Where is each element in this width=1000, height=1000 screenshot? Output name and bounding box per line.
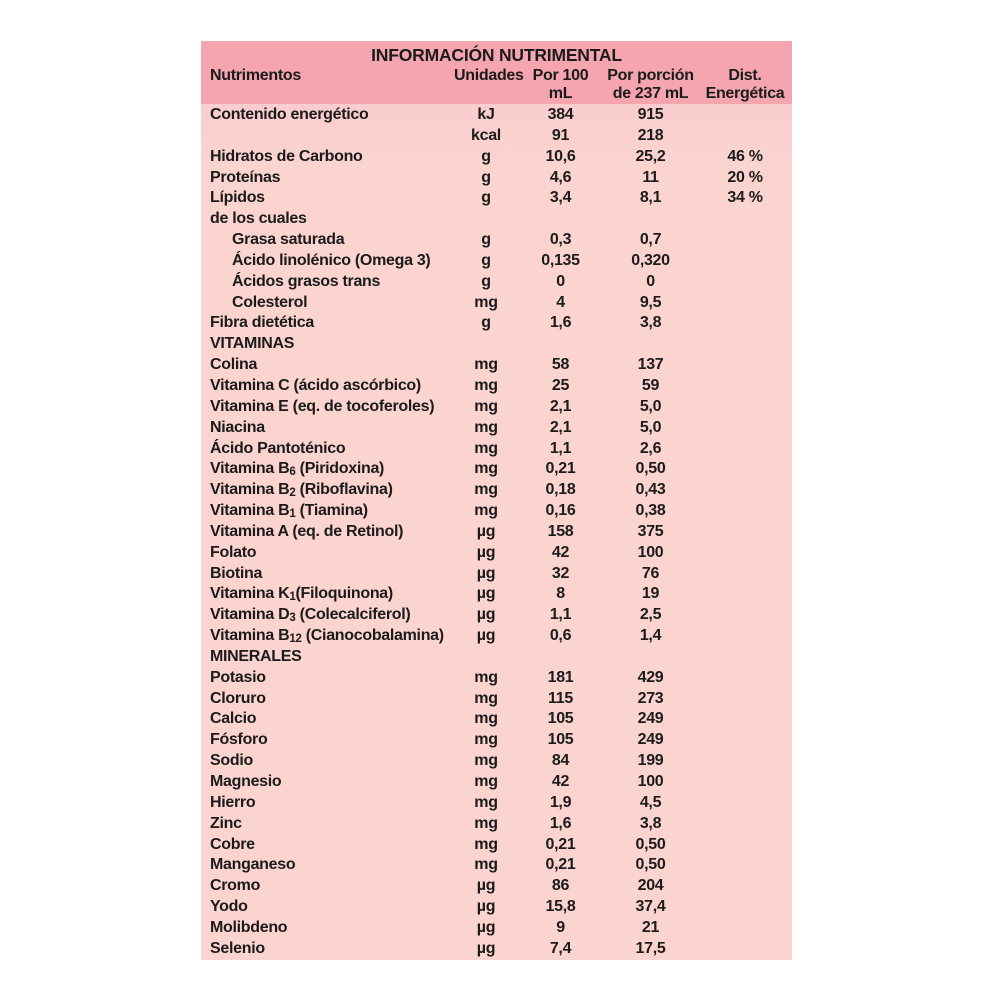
per237-cell: 2,5 <box>639 606 662 624</box>
nutrient-name: Biotina <box>210 564 263 582</box>
per100-cell <box>518 647 603 668</box>
per100-cell: 2,1 <box>549 397 572 415</box>
per237-cell: 199 <box>637 752 664 770</box>
table-row <box>201 230 792 251</box>
per237-cell: 25,2 <box>635 147 666 165</box>
nutrient-name: Vitamina E (eq. de tocoferoles) <box>210 397 435 415</box>
dist-cell <box>698 334 792 355</box>
dist-cell <box>698 501 792 522</box>
table-row <box>201 334 792 355</box>
nutrient-name: VITAMINAS <box>210 335 295 353</box>
dist-cell <box>698 730 792 751</box>
unit-cell: mg <box>474 376 498 394</box>
nutrient-name: Contenido energético <box>210 106 369 123</box>
per237-cell: 137 <box>637 356 664 374</box>
unit-cell: mg <box>474 460 498 478</box>
per237-cell: 19 <box>641 585 660 603</box>
per237-cell: 11 <box>642 168 659 186</box>
unit-cell: mg <box>474 293 498 311</box>
unit-cell: mg <box>474 793 498 811</box>
table-row <box>201 543 792 564</box>
unit-cell: mg <box>474 502 498 520</box>
nutrient-name: Vitamina C (ácido ascórbico) <box>210 376 421 394</box>
nutrient-name: Niacina <box>210 418 265 436</box>
nutrient-name: Ácido linolénico (Omega 3) <box>232 251 431 269</box>
dist-cell <box>698 543 792 564</box>
dist-cell <box>698 605 792 626</box>
per100-cell: 2,1 <box>549 418 572 436</box>
per237-cell: 9,5 <box>639 293 662 311</box>
per100-cell: 58 <box>551 356 570 374</box>
unit-cell: mg <box>474 710 498 728</box>
table-row <box>201 772 792 793</box>
dist-cell <box>698 126 792 147</box>
dist-cell <box>698 668 792 689</box>
nutrient-name: Proteínas <box>210 168 281 186</box>
dist-cell <box>698 230 792 251</box>
dist-cell <box>698 376 792 397</box>
per237-cell: 3,8 <box>639 814 662 832</box>
per237-cell: 0,50 <box>635 835 666 853</box>
per237-cell: 0,50 <box>635 460 666 478</box>
unit-cell: mg <box>474 439 498 457</box>
per100-cell: 42 <box>551 773 570 790</box>
nutrient-name: Vitamina $B_1$ (Tiamina) <box>210 502 368 521</box>
unit-cell: mg <box>474 835 498 853</box>
per100-cell: 1,6 <box>549 814 572 832</box>
per100-cell: 8 <box>556 585 565 603</box>
label-header <box>201 41 792 104</box>
dist-cell <box>698 897 792 918</box>
per237-cell <box>603 647 698 668</box>
per100-cell: 9 <box>556 918 565 936</box>
unit-cell: mg <box>474 814 498 832</box>
per237-cell: 76 <box>641 564 660 582</box>
nutrient-name: Potasio <box>210 668 266 686</box>
table-row <box>201 418 792 439</box>
per100-cell: 1,9 <box>549 793 572 811</box>
table-row <box>201 918 792 939</box>
dist-cell <box>698 418 792 439</box>
nutrient-name: Vitamina $B_{12}$ (Cianocobalamina) <box>210 627 444 646</box>
nutrient-name: Hidratos de Carbono <box>210 147 363 165</box>
per237-cell: 0,43 <box>635 481 666 499</box>
nutrient-name: Magnesio <box>210 773 282 790</box>
per100-cell: 1,6 <box>549 314 572 332</box>
dist-cell <box>698 584 792 605</box>
per237-cell: 375 <box>637 522 664 540</box>
col-per237-line1: Por porción <box>607 67 694 84</box>
table-row <box>201 293 792 314</box>
nutrient-name: Manganeso <box>210 856 296 874</box>
per237-cell <box>603 334 698 355</box>
per100-cell: 0,21 <box>545 856 576 874</box>
dist-cell <box>698 105 792 126</box>
table-row <box>201 564 792 585</box>
table-row <box>201 709 792 730</box>
per237-cell: 21 <box>641 918 660 936</box>
col-per100 <box>518 67 603 102</box>
col-per237 <box>603 67 698 102</box>
nutrient-name: Zinc <box>210 814 242 832</box>
dist-cell: 46 % <box>727 147 763 165</box>
per237-cell: 5,0 <box>639 397 662 415</box>
per100-cell: 4 <box>556 293 565 311</box>
per237-cell: 2,6 <box>639 439 662 457</box>
per237-cell: 3,8 <box>639 314 662 332</box>
nutrient-name: Cloruro <box>210 689 266 707</box>
unit-cell: mg <box>474 752 498 770</box>
unit-cell: mg <box>474 856 498 874</box>
unit-cell: µg <box>476 543 496 561</box>
dist-cell <box>698 397 792 418</box>
dist-cell <box>698 480 792 501</box>
per100-cell: 0,6 <box>549 627 572 645</box>
per100-cell: 384 <box>547 106 574 123</box>
unit-cell: kcal <box>471 126 501 144</box>
nutrient-name: Sodio <box>210 752 253 770</box>
table-row <box>201 313 792 334</box>
nutrient-name: Hierro <box>210 793 256 811</box>
unit-cell: µg <box>476 877 496 895</box>
per100-cell: 0,16 <box>545 502 576 520</box>
table-row <box>201 439 792 460</box>
table-row <box>201 876 792 897</box>
dist-cell <box>698 751 792 772</box>
table-row <box>201 855 792 876</box>
per100-cell: 0,18 <box>545 481 576 499</box>
unit-cell: g <box>481 272 491 290</box>
per237-cell: 1,4 <box>639 627 662 645</box>
dist-cell <box>698 855 792 876</box>
column-headers <box>201 67 792 102</box>
col-per100-line1: Por 100 <box>532 67 589 84</box>
nutrient-name: Vitamina A (eq. de Retinol) <box>210 522 404 540</box>
dist-cell <box>698 272 792 293</box>
col-per100-line2: mL <box>548 84 573 102</box>
unit-cell: g <box>481 189 491 207</box>
table-row <box>201 626 792 647</box>
per237-cell: 204 <box>637 877 664 895</box>
per237-cell: 100 <box>637 543 664 561</box>
unit-cell: µg <box>476 564 496 582</box>
per100-cell <box>518 209 603 230</box>
dist-cell <box>698 814 792 835</box>
dist-cell <box>698 355 792 376</box>
per237-cell: 249 <box>637 710 664 728</box>
per100-cell: 25 <box>551 376 570 394</box>
nutrient-name: Molibdeno <box>210 918 288 936</box>
dist-cell <box>698 793 792 814</box>
unit-cell: g <box>481 168 491 186</box>
dist-cell <box>698 939 792 960</box>
dist-cell <box>698 209 792 230</box>
nutrient-name: Vitamina $K_1(Filoquinona)$ <box>210 585 393 604</box>
table-row <box>201 897 792 918</box>
per100-cell: 1,1 <box>549 439 572 457</box>
unit-cell: µg <box>476 627 496 645</box>
table-row <box>201 147 792 168</box>
dist-cell <box>698 439 792 460</box>
unit-cell: mg <box>474 481 498 499</box>
dist-cell <box>698 918 792 939</box>
table-row <box>201 939 792 960</box>
unit-cell: mg <box>474 668 498 686</box>
col-nutrimentos: Nutrimentos <box>210 67 301 84</box>
table-row <box>201 188 792 209</box>
table-row <box>201 209 792 230</box>
unit-cell: µg <box>476 522 496 540</box>
per237-cell: 249 <box>637 731 664 749</box>
nutrient-name: Fósforo <box>210 731 268 749</box>
nutrient-name <box>201 126 454 147</box>
nutrient-name: Colesterol <box>232 293 308 311</box>
unit-cell: µg <box>476 918 496 936</box>
per100-cell: 105 <box>547 710 574 728</box>
unit-cell: mg <box>474 731 498 749</box>
per100-cell: 0 <box>556 272 565 290</box>
table-row <box>201 751 792 772</box>
dist-cell <box>698 251 792 272</box>
table-row <box>201 272 792 293</box>
nutrient-name: Folato <box>210 543 257 561</box>
nutrient-name: Colina <box>210 356 258 374</box>
table-row <box>201 397 792 418</box>
per237-cell: 218 <box>637 126 664 144</box>
table-row <box>201 793 792 814</box>
dist-cell <box>698 647 792 668</box>
dist-cell: 34 % <box>727 189 763 207</box>
table-row <box>201 584 792 605</box>
nutrient-name: Ácidos grasos trans <box>232 272 381 290</box>
unit-cell: g <box>481 251 491 269</box>
unit-cell: g <box>481 314 491 332</box>
nutrient-name: Grasa saturada <box>232 231 345 249</box>
unit-cell <box>454 334 518 355</box>
table-row <box>201 480 792 501</box>
per237-cell: 59 <box>641 376 660 394</box>
table-row <box>201 168 792 189</box>
per237-cell: 8,1 <box>639 189 662 207</box>
per100-cell: 42 <box>551 543 570 561</box>
per237-cell: 4,5 <box>639 793 662 811</box>
table-row <box>201 835 792 856</box>
unit-cell: mg <box>474 773 498 790</box>
unit-cell: mg <box>474 689 498 707</box>
per237-cell: 0 <box>646 272 655 290</box>
label-title: INFORMACIÓN NUTRIMENTAL <box>371 45 622 65</box>
nutrient-name: Vitamina $D_3$ (Colecalciferol) <box>210 606 411 625</box>
col-per237-line2: de 237 mL <box>612 84 689 102</box>
table-row <box>201 355 792 376</box>
per100-cell: 105 <box>547 731 574 749</box>
table-row <box>201 730 792 751</box>
dist-cell <box>698 313 792 334</box>
unit-cell <box>454 209 518 230</box>
nutrition-label <box>201 41 792 960</box>
nutrient-name: de los cuales <box>210 210 307 228</box>
per237-cell: 0,50 <box>635 856 666 874</box>
unit-cell: g <box>481 147 491 165</box>
dist-cell <box>698 835 792 856</box>
per100-cell: 181 <box>547 668 574 686</box>
per237-cell: 0,7 <box>639 231 662 249</box>
nutrient-name: Fibra dietética <box>210 314 314 332</box>
table-row <box>201 251 792 272</box>
table-row <box>201 105 792 126</box>
table-row <box>201 522 792 543</box>
per100-cell: 3,4 <box>549 189 572 207</box>
dist-cell <box>698 876 792 897</box>
col-dist-line2: Energética <box>705 84 785 102</box>
unit-cell: mg <box>474 397 498 415</box>
dist-cell <box>698 626 792 647</box>
per100-cell: 0,21 <box>545 835 576 853</box>
per237-cell: 37,4 <box>635 898 666 916</box>
per100-cell: 86 <box>551 877 570 895</box>
per237-cell: 429 <box>637 668 664 686</box>
dist-cell <box>698 564 792 585</box>
dist-cell <box>698 689 792 710</box>
nutrient-name: Vitamina $B_2$ (Riboflavina) <box>210 481 393 500</box>
per100-cell: 32 <box>551 564 570 582</box>
nutrient-name: Yodo <box>210 898 248 916</box>
dist-cell: 20 % <box>727 168 763 186</box>
nutrient-name: Cromo <box>210 877 261 895</box>
per237-cell: 17,5 <box>635 939 666 957</box>
nutrient-name: Cobre <box>210 835 255 853</box>
table-row <box>201 126 792 147</box>
per237-cell: 5,0 <box>639 418 662 436</box>
unit-cell: mg <box>474 418 498 436</box>
unit-cell: kJ <box>477 106 495 123</box>
unit-cell: µg <box>476 939 496 957</box>
table-row <box>201 668 792 689</box>
per100-cell: 0,135 <box>541 251 580 269</box>
per100-cell: 15,8 <box>545 898 576 916</box>
per100-cell: 84 <box>551 752 570 770</box>
per237-cell: 0,320 <box>631 251 670 269</box>
unit-cell: g <box>481 231 491 249</box>
nutrient-name: Calcio <box>210 710 257 728</box>
unit-cell <box>454 647 518 668</box>
nutrient-name: Lípidos <box>210 189 265 207</box>
per237-cell: 273 <box>637 689 664 707</box>
per100-cell: 1,1 <box>549 606 572 624</box>
per100-cell: 115 <box>548 689 573 707</box>
dist-cell <box>698 522 792 543</box>
unit-cell: µg <box>476 606 496 624</box>
table-row <box>201 605 792 626</box>
per100-cell: 158 <box>547 522 574 540</box>
nutrient-name: MINERALES <box>210 647 302 665</box>
table-row <box>201 459 792 480</box>
unit-cell: mg <box>474 356 498 374</box>
unit-cell: µg <box>476 585 496 603</box>
rows <box>201 104 792 960</box>
dist-cell <box>698 459 792 480</box>
per237-cell: 100 <box>637 773 664 790</box>
per100-cell: 0,3 <box>549 231 572 249</box>
per100-cell <box>518 334 603 355</box>
per100-cell: 7,4 <box>549 939 572 957</box>
dist-cell <box>698 293 792 314</box>
unit-cell: µg <box>476 898 496 916</box>
table-row <box>201 814 792 835</box>
table-row <box>201 647 792 668</box>
per100-cell: 91 <box>551 126 570 144</box>
col-unidades: Unidades <box>454 67 524 84</box>
table-row <box>201 501 792 522</box>
nutrient-name: Ácido Pantoténico <box>210 439 346 457</box>
table-row <box>201 689 792 710</box>
per100-cell: 10,6 <box>545 147 576 165</box>
dist-cell <box>698 772 792 793</box>
nutrient-name: Selenio <box>210 939 265 957</box>
per237-cell: 915 <box>637 106 664 123</box>
dist-cell <box>698 709 792 730</box>
per100-cell: 4,6 <box>549 168 572 186</box>
col-dist-line1: Dist. <box>728 67 762 84</box>
table-row <box>201 376 792 397</box>
per100-cell: 0,21 <box>545 460 576 478</box>
per237-cell <box>603 209 698 230</box>
nutrient-name: Vitamina $B_6$ (Piridoxina) <box>210 460 385 479</box>
col-dist <box>698 67 792 102</box>
per237-cell: 0,38 <box>635 502 666 520</box>
